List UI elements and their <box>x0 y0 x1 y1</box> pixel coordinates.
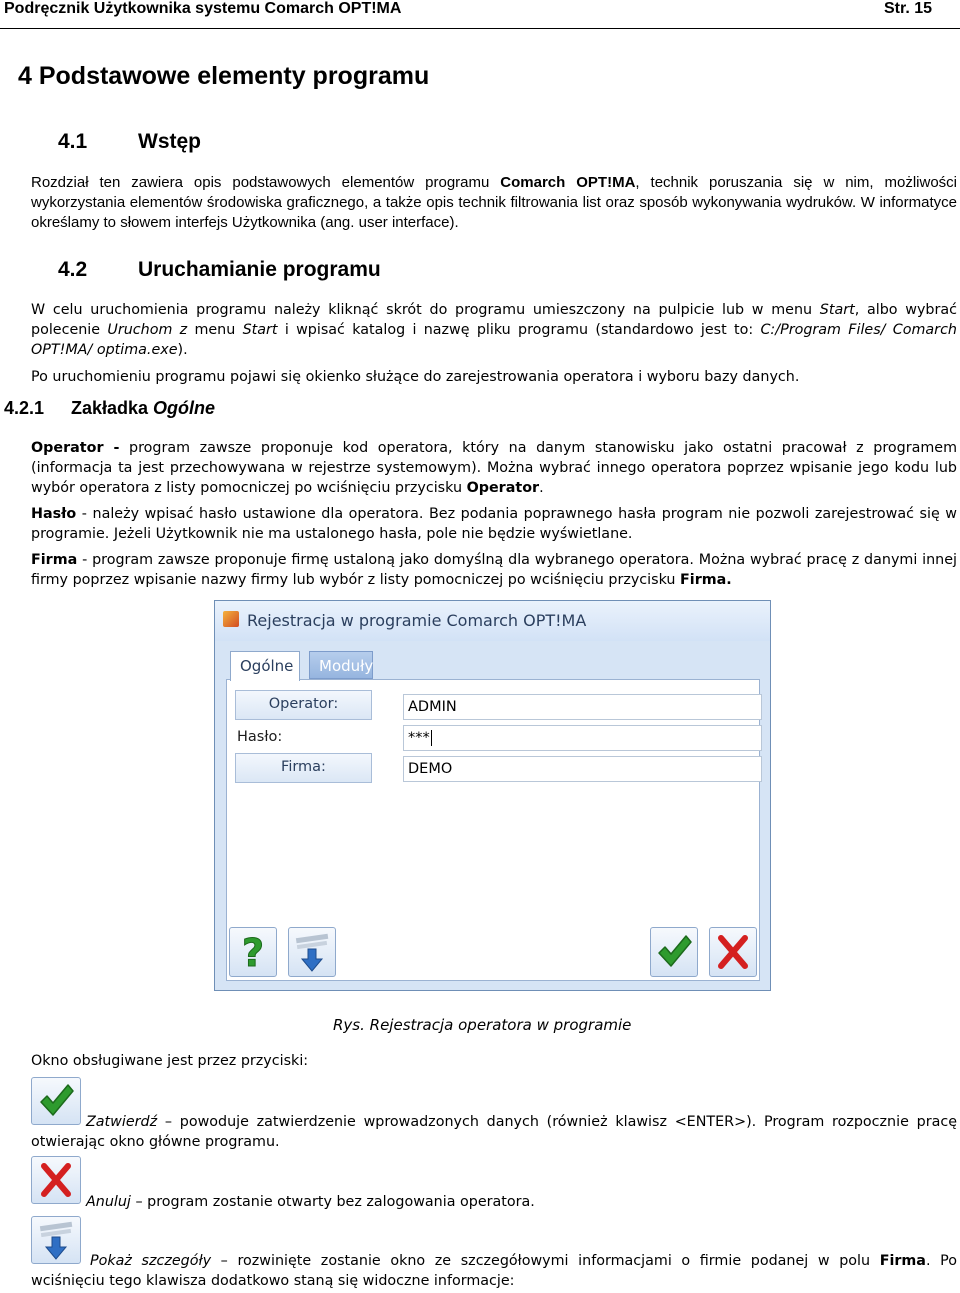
haslo-label: Hasło: <box>237 729 283 745</box>
details-name: Pokaż szczegóły <box>90 1253 212 1269</box>
details-text-1: rozwinięte zostanie okno ze szczegółowymi informacjami o firmie podanej w polu <box>237 1253 880 1269</box>
confirm-text: powoduje zatwierdzenie wprowadzonych danych (również klawisz <ENTER>). Program rozpocznie pracę otwierając okno główne programu. <box>31 1114 957 1150</box>
section-4-1-heading <box>58 130 201 154</box>
run-text-3: menu <box>187 322 243 338</box>
run-italic-3: Start <box>242 322 278 338</box>
cancel-text: program zostanie otwarty bez zalogowania operatora. <box>147 1194 535 1210</box>
operator-text-2: . <box>539 480 544 496</box>
firma-field[interactable]: DEMO <box>403 756 762 782</box>
run-path: C:/Program Files/ Comarch OPT!MA/ optima.exe <box>31 322 957 358</box>
tab-moduly[interactable]: Moduły <box>309 651 373 679</box>
confirm-name: Zatwierdź <box>86 1114 158 1130</box>
help-button[interactable] <box>229 927 277 977</box>
cancel-name: Anuluj <box>86 1194 131 1210</box>
run-text-2: , albo wybrać polecenie <box>31 302 957 338</box>
firma-button[interactable]: Firma: <box>235 753 372 783</box>
dialog-titlebar <box>215 601 770 641</box>
confirm-description <box>31 1112 957 1152</box>
firma-text: - program zawsze proponuje firmę ustaloną jako domyślną dla wybranego operatora. Można wybrać pracę z danymi innej firmy poprzez wpisanie nazwy firmy lub wybór z listy pomocniczej po wciśnięciu przycisku <box>31 552 957 588</box>
password-field[interactable] <box>403 725 762 751</box>
operator-term: Operator - <box>31 440 120 456</box>
intro-product-name: Comarch OPT!MA <box>500 174 636 191</box>
text-caret <box>431 730 432 746</box>
operator-text-1: program zawsze proponuje kod operatora, który na danym stanowisku jako ostatni pracował z programem (informacja ta jest przechowywana w rejestrze systemowym). Można wybrać innego operatora poprzez wpisanie jego kodu lub wybór operatora z listy pomocniczej po wciśnięciu przycisku <box>31 440 957 496</box>
dash: – <box>157 1114 180 1130</box>
page-number: Str. 15 <box>883 0 932 17</box>
figure-caption: Rys. Rejestracja operatora w programie <box>333 1016 632 1034</box>
help-icon <box>234 932 272 972</box>
dialog-title: Rejestracja w programie Comarch OPT!MA <box>247 611 587 630</box>
intro-text-2: , technik poruszania się w nim, możliwości wykorzystania elementów środowiska graficznego, a także opis technik filtrowania list oraz sposób wykonywania wydruków. W informatyce określamy to słowem interfejs Użytkownika (ang. user interface). <box>31 174 958 231</box>
section-4-2-1-heading <box>4 398 215 419</box>
dash: – <box>211 1253 238 1269</box>
login-dialog <box>214 600 771 991</box>
section-number: 4.2.1 <box>4 398 45 418</box>
section-number: 4.1 <box>58 130 88 153</box>
run-italic-2: Uruchom z <box>107 322 188 338</box>
running-header-title: Podręcznik Użytkownika systemu Comarch OPT!MA <box>4 0 402 17</box>
password-mask: *** <box>408 730 430 746</box>
svg-text:?: ? <box>241 932 265 972</box>
operator-paragraph <box>31 438 957 498</box>
details-description <box>31 1251 957 1291</box>
tab-ogolne[interactable]: Ogólne <box>230 651 300 681</box>
confirm-button[interactable] <box>650 927 698 977</box>
buttons-intro: Okno obsługiwane jest przez przyciski: <box>31 1053 309 1069</box>
dash: – <box>130 1194 148 1210</box>
run-text-4: i wpisać katalog i nazwę pliku programu (standardowo jest to: <box>277 322 761 338</box>
after-run-paragraph: Po uruchomieniu programu pojawi się okienko służące do zarejestrowania operatora i wyboru bazy danych. <box>31 369 800 385</box>
tab-panel <box>226 679 760 981</box>
show-details-button[interactable] <box>288 927 336 977</box>
header-rule <box>0 28 960 29</box>
operator-button-ref: Operator <box>466 480 540 496</box>
haslo-term: Hasło <box>31 506 77 522</box>
section-4-2-heading <box>58 258 381 282</box>
haslo-paragraph <box>31 504 957 544</box>
app-icon <box>223 611 239 627</box>
firma-term: Firma <box>31 552 78 568</box>
details-text-2: . Po wciśnięciu tego klawisza dodatkowo staną się widoczne informacje: <box>31 1253 957 1289</box>
details-field-ref: Firma <box>879 1253 926 1269</box>
section-title: Wstęp <box>138 130 201 153</box>
haslo-text: - należy wpisać hasło ustawione dla operatora. Bez podania poprawnego hasła program nie pozwoli zarejestrować się w programie. Jeżeli Użytkownik nie ma ustalonego hasła, pole nie będzie wyświetlane. <box>31 506 957 542</box>
chapter-title: 4 Podstawowe elementy programu <box>18 62 430 90</box>
cancel-description <box>31 1192 957 1212</box>
run-paragraph <box>31 300 957 360</box>
run-text-5: ). <box>177 342 188 358</box>
section-title: Uruchamianie programu <box>138 258 381 281</box>
cancel-button[interactable] <box>709 927 757 977</box>
arrow-down-icon <box>293 932 331 972</box>
cross-icon <box>714 932 752 972</box>
section-number: 4.2 <box>58 258 88 281</box>
intro-text-1: Rozdział ten zawiera opis podstawowych elementów programu <box>31 174 501 191</box>
check-icon <box>655 932 693 972</box>
run-text-1: W celu uruchomienia programu należy kliknąć skrót do programu umieszczony na pulpicie lub w menu <box>31 302 820 318</box>
firma-button-ref: Firma. <box>680 572 732 588</box>
operator-button[interactable]: Operator: <box>235 690 372 720</box>
section-title: Zakładka <box>71 398 154 418</box>
intro-paragraph <box>31 173 957 233</box>
firma-paragraph <box>31 550 957 590</box>
operator-field[interactable]: ADMIN <box>403 694 762 720</box>
section-title-italic: Ogólne <box>153 398 216 418</box>
run-italic-1: Start <box>819 302 855 318</box>
